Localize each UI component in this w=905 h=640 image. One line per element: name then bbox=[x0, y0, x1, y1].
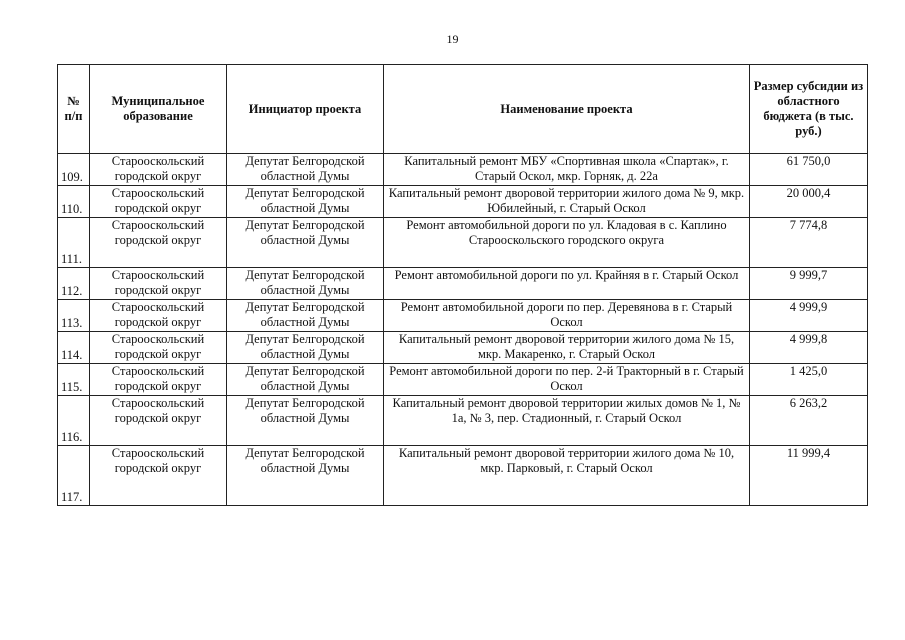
row-num: 113. bbox=[58, 300, 90, 332]
row-municipality: Старооскольский городской округ bbox=[90, 332, 227, 364]
row-subsidy: 11 999,4 bbox=[750, 446, 868, 506]
row-num: 117. bbox=[58, 446, 90, 506]
table-row bbox=[58, 300, 868, 332]
header-initiator: Инициатор проекта bbox=[227, 65, 384, 154]
row-num: 109. bbox=[58, 154, 90, 186]
table-row bbox=[58, 154, 868, 186]
table-row bbox=[58, 268, 868, 300]
row-municipality: Старооскольский городской округ bbox=[90, 446, 227, 506]
row-project-name: Капитальный ремонт дворовой территории жилого дома № 15, мкр. Макаренко, г. Старый Оскол bbox=[384, 332, 750, 364]
table-row bbox=[58, 364, 868, 396]
page-number: 19 bbox=[446, 32, 459, 46]
row-subsidy: 9 999,7 bbox=[750, 268, 868, 300]
header-project-name: Наименование проекта bbox=[384, 65, 750, 154]
row-municipality: Старооскольский городской округ bbox=[90, 268, 227, 300]
header-num: № п/п bbox=[58, 65, 90, 154]
row-initiator: Депутат Белгородской областной Думы bbox=[227, 396, 384, 446]
row-project-name: Капитальный ремонт дворовой территории жилых домов № 1, № 1а, № 3, пер. Стадионный, г. Старый Оскол bbox=[384, 396, 750, 446]
row-subsidy: 61 750,0 bbox=[750, 154, 868, 186]
row-subsidy: 6 263,2 bbox=[750, 396, 868, 446]
row-initiator: Депутат Белгородской областной Думы bbox=[227, 218, 384, 268]
table-row bbox=[58, 332, 868, 364]
subsidy-table bbox=[57, 64, 868, 506]
row-municipality: Старооскольский городской округ bbox=[90, 186, 227, 218]
row-initiator: Депутат Белгородской областной Думы bbox=[227, 446, 384, 506]
row-municipality: Старооскольский городской округ bbox=[90, 364, 227, 396]
row-municipality: Старооскольский городской округ bbox=[90, 154, 227, 186]
row-project-name: Капитальный ремонт дворовой территории жилого дома № 10, мкр. Парковый, г. Старый Оскол bbox=[384, 446, 750, 506]
row-num: 112. bbox=[58, 268, 90, 300]
row-subsidy: 1 425,0 bbox=[750, 364, 868, 396]
row-municipality: Старооскольский городской округ bbox=[90, 218, 227, 268]
table-header-row bbox=[58, 65, 868, 154]
row-initiator: Депутат Белгородской областной Думы bbox=[227, 268, 384, 300]
header-municipality: Муниципальное образование bbox=[90, 65, 227, 154]
header-subsidy: Размер субсидии из областного бюджета (в тыс. руб.) bbox=[750, 65, 868, 154]
row-project-name: Капитальный ремонт дворовой территории жилого дома № 9, мкр. Юбилейный, г. Старый Оскол bbox=[384, 186, 750, 218]
table-row bbox=[58, 446, 868, 506]
row-project-name: Ремонт автомобильной дороги по пер. Деревянова в г. Старый Оскол bbox=[384, 300, 750, 332]
row-initiator: Депутат Белгородской областной Думы bbox=[227, 332, 384, 364]
row-project-name: Ремонт автомобильной дороги по ул. Кладовая в с. Каплино Старооскольского городского округа bbox=[384, 218, 750, 268]
row-initiator: Депутат Белгородской областной Думы bbox=[227, 186, 384, 218]
row-initiator: Депутат Белгородской областной Думы bbox=[227, 154, 384, 186]
row-municipality: Старооскольский городской округ bbox=[90, 396, 227, 446]
row-municipality: Старооскольский городской округ bbox=[90, 300, 227, 332]
row-project-name: Капитальный ремонт МБУ «Спортивная школа «Спартак», г. Старый Оскол, мкр. Горняк, д. 22а bbox=[384, 154, 750, 186]
row-subsidy: 20 000,4 bbox=[750, 186, 868, 218]
row-subsidy: 4 999,8 bbox=[750, 332, 868, 364]
row-num: 116. bbox=[58, 396, 90, 446]
table-row bbox=[58, 218, 868, 268]
row-num: 110. bbox=[58, 186, 90, 218]
row-subsidy: 7 774,8 bbox=[750, 218, 868, 268]
row-num: 115. bbox=[58, 364, 90, 396]
row-subsidy: 4 999,9 bbox=[750, 300, 868, 332]
row-project-name: Ремонт автомобильной дороги по пер. 2-й Тракторный в г. Старый Оскол bbox=[384, 364, 750, 396]
row-num: 114. bbox=[58, 332, 90, 364]
row-initiator: Депутат Белгородской областной Думы bbox=[227, 300, 384, 332]
table-row bbox=[58, 186, 868, 218]
table-row bbox=[58, 396, 868, 446]
row-project-name: Ремонт автомобильной дороги по ул. Крайняя в г. Старый Оскол bbox=[384, 268, 750, 300]
row-num: 111. bbox=[58, 218, 90, 268]
row-initiator: Депутат Белгородской областной Думы bbox=[227, 364, 384, 396]
